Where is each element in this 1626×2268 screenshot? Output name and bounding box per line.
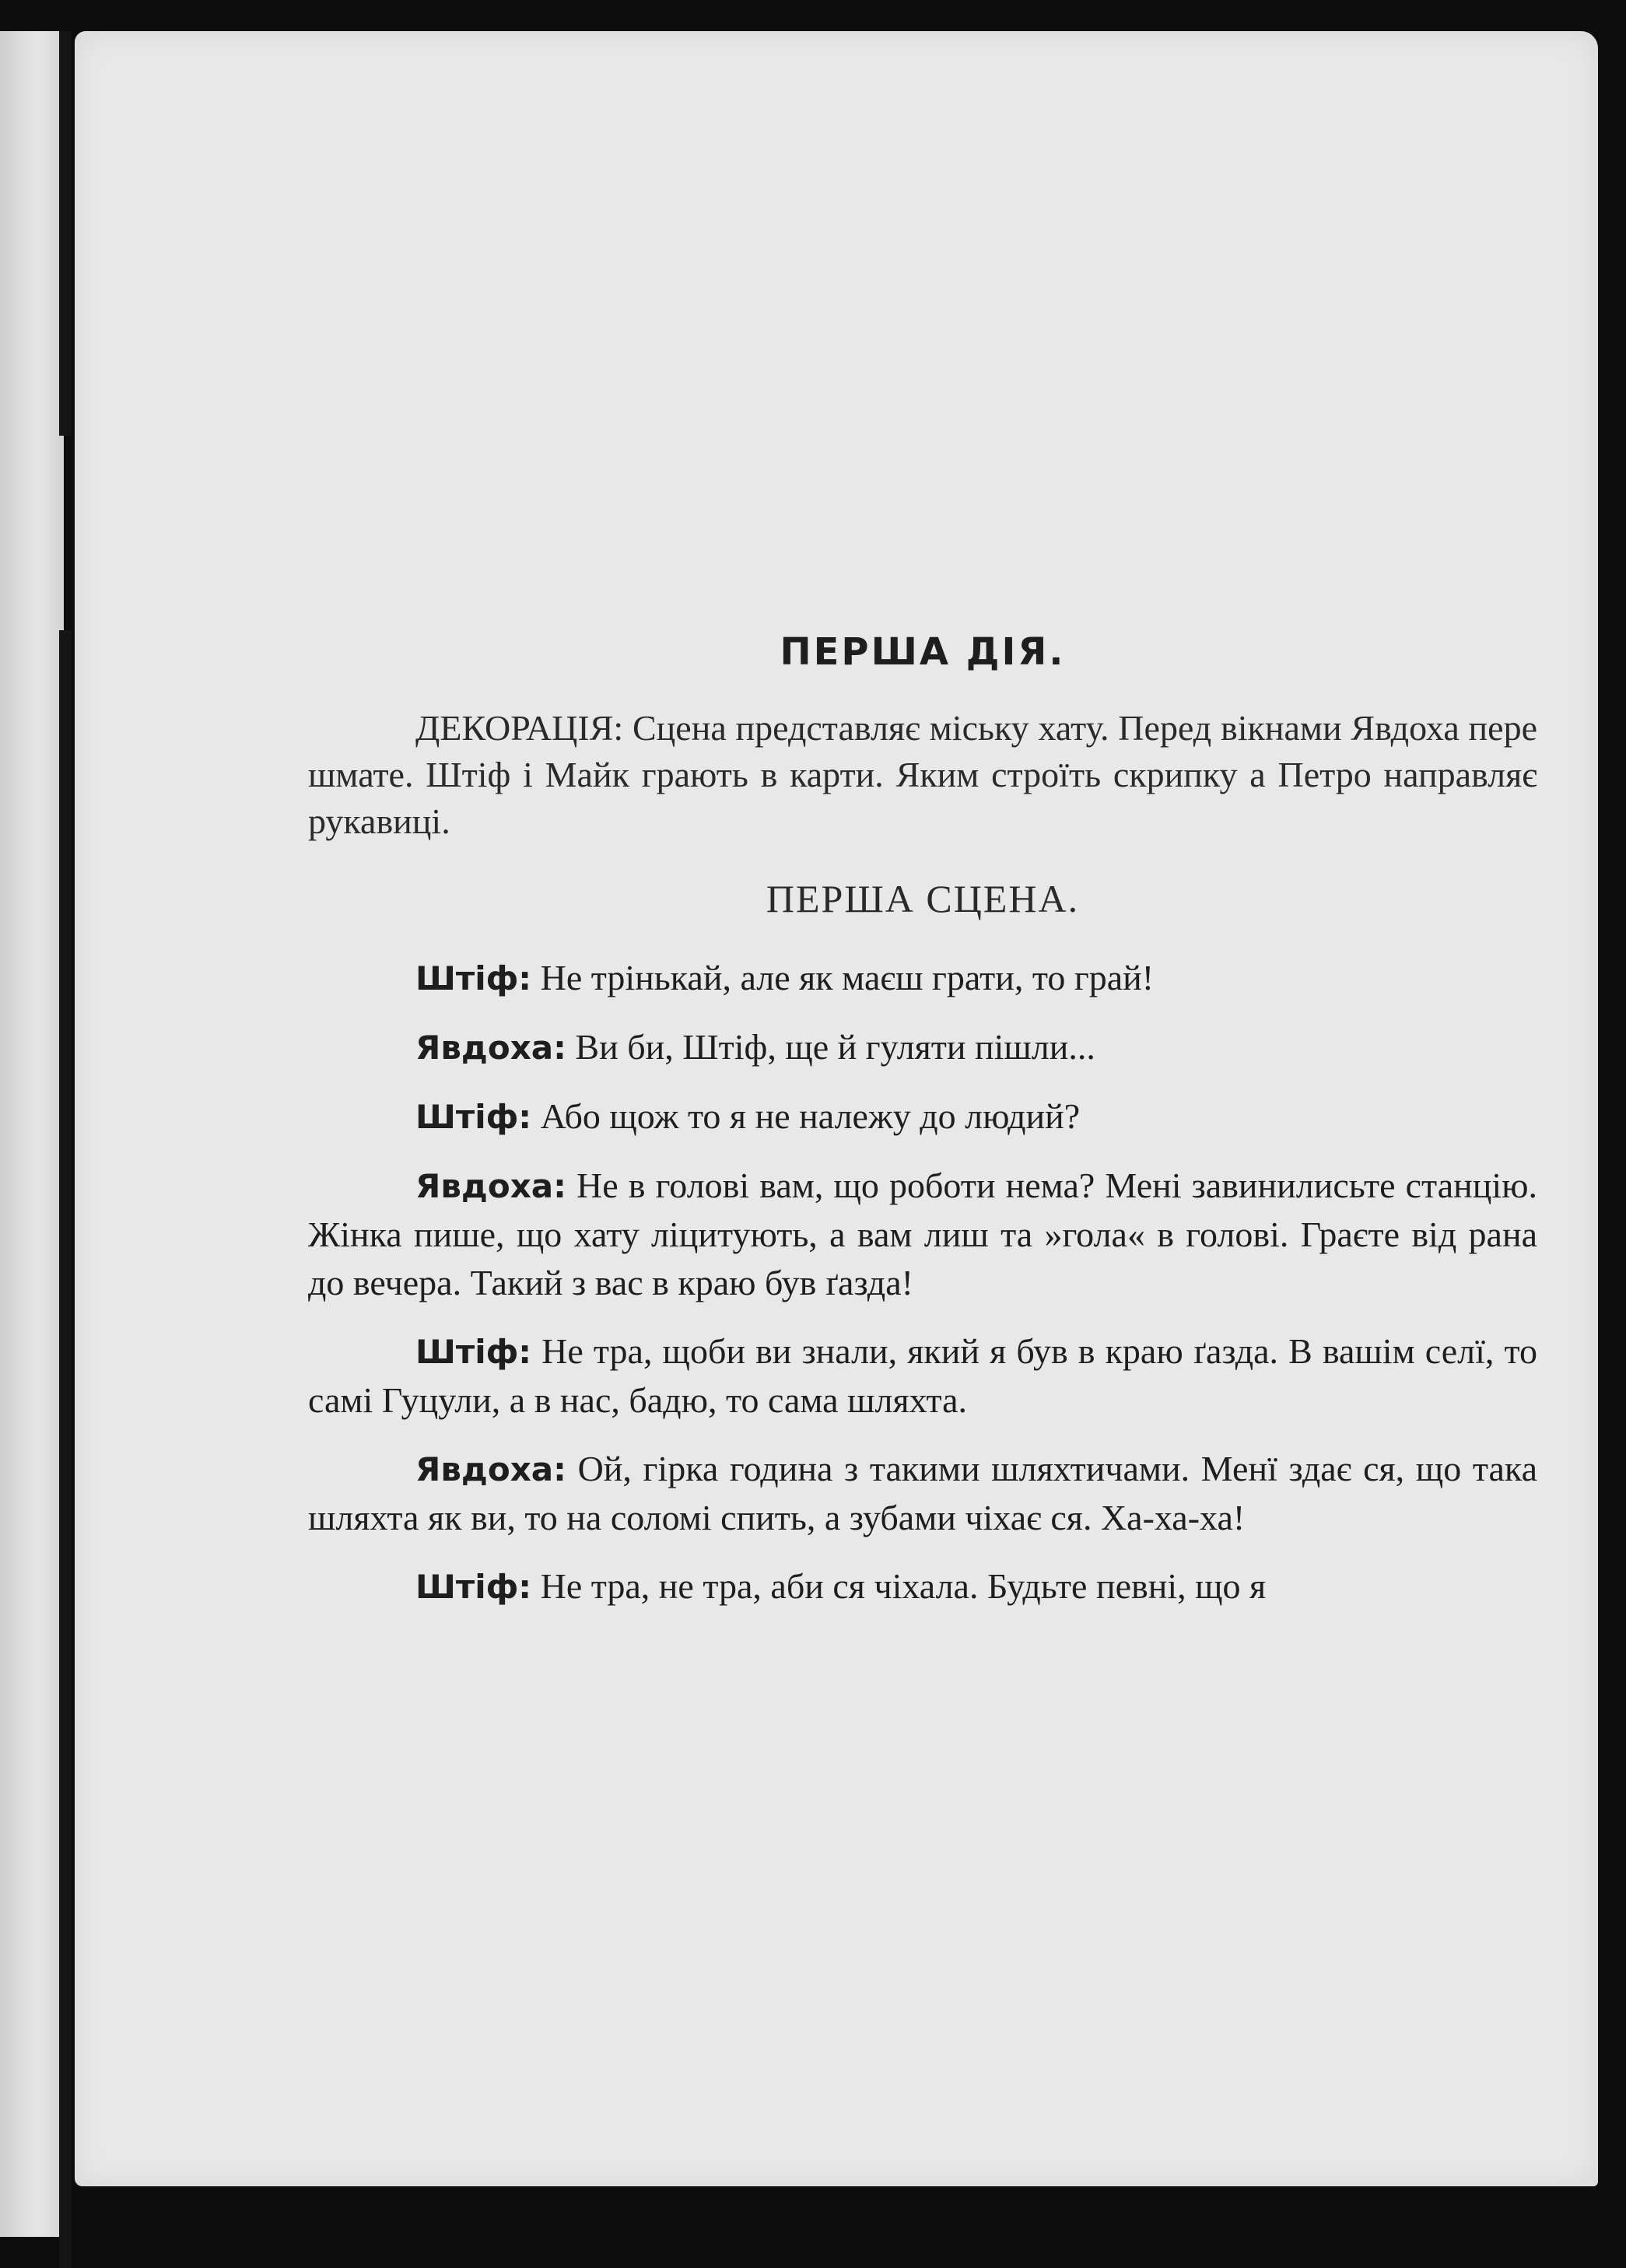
dialogue-text: Не тра, не тра, аби ся чіхала. Будьте певні, що я: [531, 1566, 1267, 1606]
dialogue-text: Не в голові вам, що роботи нема? Мені завинилисьте станцію. Жінка пише, що хату ліцитують, а вам лиш та »гола« в голові. Граєте від рана до вечера. Такий з вас в краю був ґазда!: [308, 1166, 1537, 1302]
page-binding-shadow: [59, 31, 72, 436]
dialogue-line: [308, 1562, 1537, 1611]
dialogue-text: Або щож то я не належу до людий?: [531, 1096, 1081, 1136]
dialogue-line: [308, 1445, 1537, 1542]
speaker-name: Явдоха:: [415, 1029, 566, 1067]
speaker-name: Штіф:: [415, 1098, 532, 1136]
stage-directions: [308, 705, 1537, 845]
adjacent-page-edge: [0, 31, 64, 2237]
page-binding-shadow: [59, 630, 72, 2268]
decoration-label: ДЕКОРАЦІЯ:: [415, 708, 624, 748]
dialogue-line: [308, 954, 1537, 1003]
speaker-name: Штіф:: [415, 1568, 532, 1606]
dialogue-text: Не тра, щоби ви знали, який я був в краю ґазда. В вашім селї, то самі Гуцули, а в нас, бадю, то сама шляхта.: [308, 1331, 1537, 1420]
dialogue-line: [308, 1023, 1537, 1072]
speaker-name: Штіф:: [415, 1333, 532, 1371]
book-page: [75, 31, 1598, 2186]
scene-title: ПЕРША СЦЕНА.: [766, 877, 1080, 920]
act-title: ПЕРША ДІЯ.: [780, 630, 1066, 674]
decoration-text: Сцена представляє міську хату. Перед вікнами Явдоха пере шмате. Штіф і Майк грають в карти. Яким строїть скрипку а Петро направляє рукавиці.: [308, 708, 1538, 841]
speaker-name: Штіф:: [415, 959, 532, 997]
dialogue-text: Не трінькай, але як маєш грати, то грай!: [531, 958, 1155, 997]
dialogue-line: [308, 1327, 1537, 1425]
speaker-name: Явдоха:: [415, 1450, 566, 1488]
speaker-name: Явдоха:: [415, 1167, 566, 1205]
dialogue-line: [308, 1162, 1537, 1307]
dialogue-text: Ой, гірка година з такими шляхтичами. Менї здає ся, що така шляхта як ви, то на соломі спить, а зубами чіхає ся. Ха-ха-ха!: [308, 1449, 1537, 1537]
dialogue-text: Ви би, Штіф, ще й гуляти пішли...: [566, 1027, 1095, 1067]
dialogue-line: [308, 1092, 1537, 1141]
page-content: [308, 630, 1537, 1632]
